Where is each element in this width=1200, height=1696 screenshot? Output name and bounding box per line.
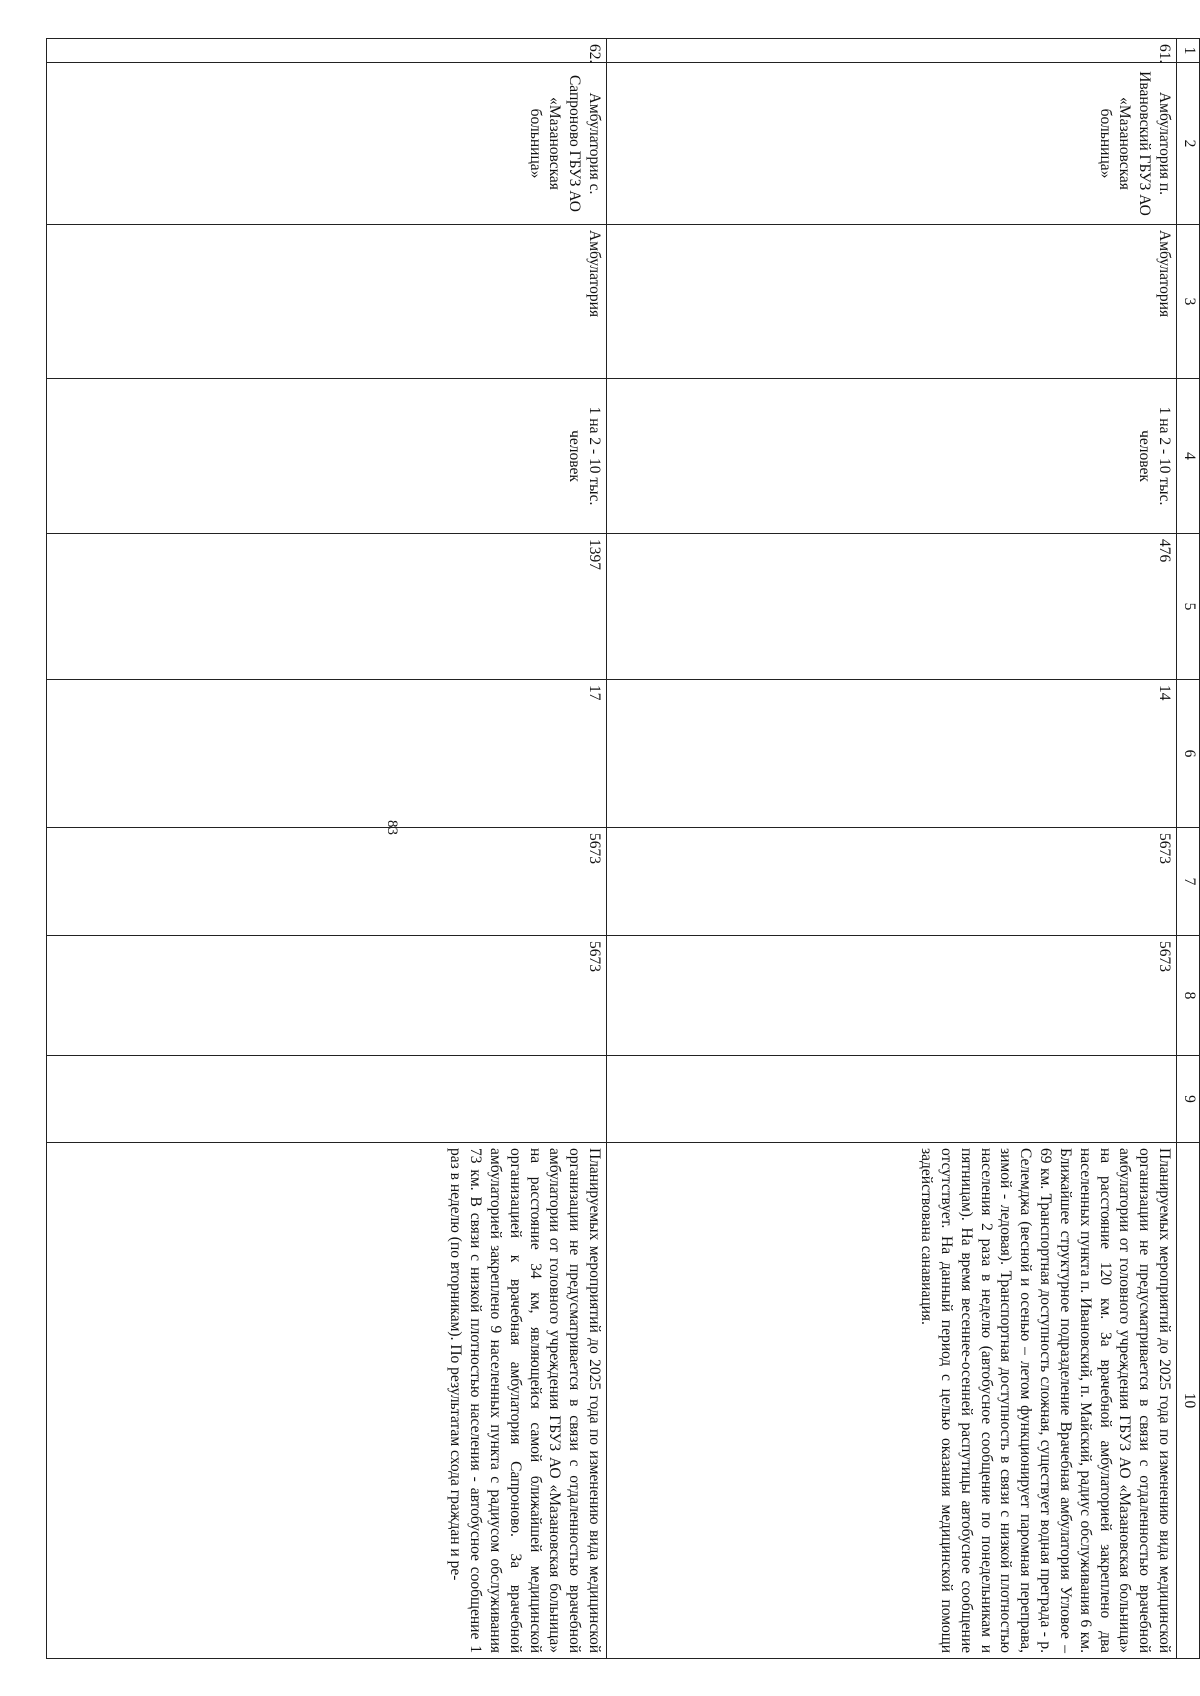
norm: 1 на 2 - 10 тыс. человек: [607, 379, 1177, 534]
col6: 17: [47, 680, 607, 828]
col7: 5673: [607, 828, 1177, 936]
header-cell: 9: [1177, 1056, 1200, 1143]
header-cell: 8: [1177, 936, 1200, 1056]
row-number: 61.: [607, 39, 1177, 63]
header-cell: 2: [1177, 63, 1200, 225]
note: Планируемых мероприятий до 2025 года по изменению вида медицинской организации не предусматривается в связи с отдаленностью врачебной амбулатории от головного учреждения ГБУЗ АО «Мазановская больница» на расстояние 120 км. За врачебной амбулаторией закреплено два населенных пункта п. Ивановский, п. Майский, радиус обслуживания 6 км. Ближайшее структурное подразделение Врачебная амбулатория Угловое – 69 км. Транспортная доступность сложная, существует водная преграда - р. Селемджа (весной и осенью – летом функционирует паромная переправа, зимой - ледовая). Транспортная доступность в связи с низкой плотностью населения 2 раза в неделю (автобусное сообщение по понедельникам и пятницам). На время весеннее-осенней распутицы автобусное сообщение отсутствует. На данный период с целью оказания медицинской помощи задействована санавиация.: [607, 1143, 1177, 1659]
table-row: [607, 39, 1177, 1659]
table-row: [47, 39, 607, 1659]
col6: 14: [607, 680, 1177, 828]
col8: 5673: [607, 936, 1177, 1056]
header-cell: 3: [1177, 225, 1200, 379]
norm: 1 на 2 - 10 тыс. человек: [47, 379, 607, 534]
header-cell: 1: [1177, 39, 1200, 63]
population: 1397: [47, 534, 607, 680]
org-type: Амбулатория: [607, 225, 1177, 379]
data-table: [46, 38, 1200, 1659]
note: Планируемых мероприятий до 2025 года по изменению вида медицинской организации не предусматривается в связи с отдаленностью врачебной амбулатории от головного учреждения ГБУЗ АО «Мазановская больница» на расстояние 34 км, являющейся самой ближайшей медицинской организацией к врачебная амбулатория Сапроново. За врачебной амбулаторией закреплено 9 населенных пункта с радиусом обслуживания 73 км. В связи с низкой плотностью населения - автобусное сообщение 1 раз в неделю (по вторникам). По результатам схода граждан и ре-: [47, 1143, 607, 1659]
header-cell: 5: [1177, 534, 1200, 680]
page-number: 83: [384, 820, 400, 835]
row-number: 62.: [47, 39, 607, 63]
col7: 5673: [47, 828, 607, 936]
col9: [47, 1056, 607, 1143]
population: 476: [607, 534, 1177, 680]
header-cell: 10: [1177, 1143, 1200, 1659]
org-name: Амбулатория п. Ивановский ГБУЗ АО «Мазановская больница»: [607, 63, 1177, 225]
header-cell: 7: [1177, 828, 1200, 936]
col8: 5673: [47, 936, 607, 1056]
header-cell: 4: [1177, 379, 1200, 534]
col9: [607, 1056, 1177, 1143]
header-cell: 6: [1177, 680, 1200, 828]
org-name: Амбулатория с. Сапроново ГБУЗ АО «Мазановская больница»: [47, 63, 607, 225]
org-type: Амбулатория: [47, 225, 607, 379]
